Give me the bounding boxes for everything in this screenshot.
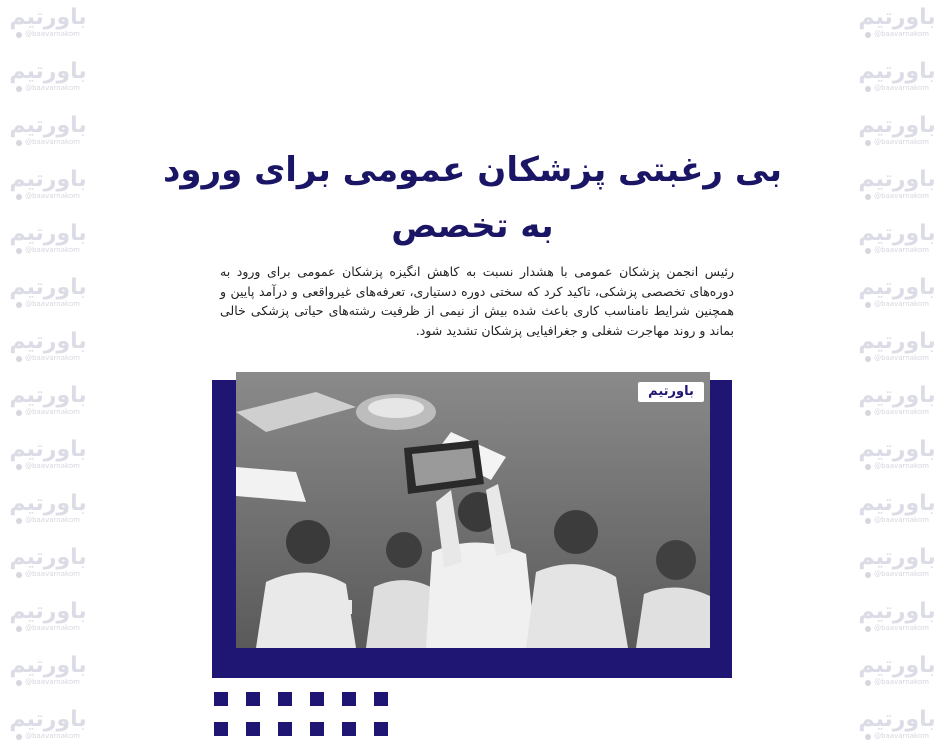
decorative-square (214, 692, 228, 706)
doctors-xray-illustration (236, 372, 710, 648)
watermark-handle (16, 624, 80, 633)
watermark-handle (865, 516, 929, 525)
watermark-logo-text: باورتیم (9, 437, 87, 462)
watermark-handle-text: @baavarnakom (874, 354, 929, 362)
watermark-handle (865, 354, 929, 363)
watermark-handle-text: @baavarnakom (25, 246, 80, 254)
social-icon (16, 410, 22, 416)
watermark-logo-tile (0, 546, 96, 588)
watermark-logo-text: باورتیم (858, 491, 936, 516)
social-icon (16, 248, 22, 254)
watermark-handle (865, 462, 929, 471)
watermark-handle-text: @baavarnakom (874, 678, 929, 686)
watermark-logo-text: باورتیم (858, 707, 936, 732)
decorative-square (374, 722, 388, 736)
watermark-logo-text: باورتیم (9, 167, 87, 192)
social-icon (16, 302, 22, 308)
decorative-square (246, 692, 260, 706)
watermark-logo-tile (849, 492, 945, 534)
decorative-square (374, 692, 388, 706)
watermark-logo-text: باورتیم (858, 545, 936, 570)
decorative-square (214, 722, 228, 736)
watermark-logo-tile (0, 384, 96, 426)
watermark-handle (16, 462, 80, 471)
social-icon (16, 356, 22, 362)
social-icon (16, 626, 22, 632)
decorative-squares (214, 692, 394, 738)
social-icon (16, 680, 22, 686)
watermark-handle-text: @baavarnakom (874, 138, 929, 146)
watermark-handle (865, 300, 929, 309)
watermark-handle-text: @baavarnakom (874, 732, 929, 740)
social-icon (865, 680, 871, 686)
watermark-handle (865, 678, 929, 687)
social-icon (865, 302, 871, 308)
watermark-handle (16, 408, 80, 417)
watermark-handle-text: @baavarnakom (25, 462, 80, 470)
watermark-handle (865, 30, 929, 39)
watermark-handle (16, 138, 80, 147)
watermark-handle-text: @baavarnakom (874, 408, 929, 416)
watermark-handle-text: @baavarnakom (874, 84, 929, 92)
watermark-logo-tile (849, 384, 945, 426)
watermark-logo-text: باورتیم (9, 599, 87, 624)
watermark-handle-text: @baavarnakom (25, 138, 80, 146)
watermark-handle-text: @baavarnakom (25, 192, 80, 200)
photo-watermark-logo: باورتیم (638, 382, 704, 402)
watermark-handle-text: @baavarnakom (25, 30, 80, 38)
watermark-logo-tile (0, 222, 96, 264)
social-icon (16, 464, 22, 470)
social-icon (865, 734, 871, 740)
watermark-logo-text: باورتیم (9, 545, 87, 570)
watermark-logo-tile (849, 114, 945, 156)
watermark-handle (16, 678, 80, 687)
watermark-handle-text: @baavarnakom (25, 408, 80, 416)
watermark-logo-text: باورتیم (858, 437, 936, 462)
watermark-logo-tile (0, 654, 96, 696)
watermark-handle (16, 84, 80, 93)
social-icon (16, 32, 22, 38)
watermark-handle (16, 570, 80, 579)
watermark-handle (16, 300, 80, 309)
watermark-handle (865, 84, 929, 93)
watermark-logo-tile (849, 330, 945, 372)
watermark-handle-text: @baavarnakom (25, 624, 80, 632)
watermark-logo-tile (849, 168, 945, 210)
watermark-logo-text: باورتیم (9, 221, 87, 246)
watermark-logo-tile (849, 654, 945, 696)
decorative-square (342, 692, 356, 706)
social-icon (16, 518, 22, 524)
watermark-handle-text: @baavarnakom (874, 192, 929, 200)
watermark-logo-text: باورتیم (858, 329, 936, 354)
watermark-logo-text: باورتیم (858, 599, 936, 624)
watermark-handle-text: @baavarnakom (874, 30, 929, 38)
watermark-handle-text: @baavarnakom (25, 678, 80, 686)
watermark-logo-text: باورتیم (858, 383, 936, 408)
watermark-logo-text: باورتیم (9, 275, 87, 300)
watermark-handle-text: @baavarnakom (25, 516, 80, 524)
watermark-logo-tile (849, 6, 945, 48)
social-icon (865, 518, 871, 524)
watermark-logo-text: باورتیم (858, 275, 936, 300)
watermark-logo-tile (0, 600, 96, 642)
decorative-square (278, 722, 292, 736)
watermark-logo-tile (0, 276, 96, 318)
watermark-handle-text: @baavarnakom (25, 300, 80, 308)
watermark-column-left (0, 0, 96, 756)
watermark-logo-tile (849, 708, 945, 750)
watermark-column-right (849, 0, 945, 756)
watermark-logo-tile (0, 708, 96, 750)
social-icon (16, 140, 22, 146)
watermark-logo-text: باورتیم (9, 383, 87, 408)
watermark-logo-text: باورتیم (858, 167, 936, 192)
decorative-square (246, 722, 260, 736)
watermark-handle (16, 30, 80, 39)
social-icon (865, 32, 871, 38)
watermark-logo-text: باورتیم (858, 221, 936, 246)
watermark-handle-text: @baavarnakom (874, 300, 929, 308)
watermark-logo-tile (0, 168, 96, 210)
watermark-handle (16, 246, 80, 255)
watermark-handle (16, 516, 80, 525)
watermark-logo-tile (849, 438, 945, 480)
watermark-logo-tile (0, 114, 96, 156)
social-icon (16, 194, 22, 200)
watermark-handle-text: @baavarnakom (874, 516, 929, 524)
watermark-logo-text: باورتیم (858, 59, 936, 84)
decorative-square (278, 692, 292, 706)
watermark-handle-text: @baavarnakom (25, 354, 80, 362)
watermark-logo-tile (0, 60, 96, 102)
watermark-logo-tile (849, 60, 945, 102)
article-photo (236, 372, 710, 648)
watermark-logo-tile (0, 6, 96, 48)
watermark-logo-tile (849, 600, 945, 642)
watermark-handle (865, 192, 929, 201)
watermark-handle (865, 570, 929, 579)
watermark-logo-text: باورتیم (9, 707, 87, 732)
watermark-logo-text: باورتیم (9, 59, 87, 84)
social-icon (16, 86, 22, 92)
social-icon (865, 86, 871, 92)
watermark-handle (865, 732, 929, 741)
watermark-logo-text: باورتیم (9, 5, 87, 30)
watermark-handle-text: @baavarnakom (25, 84, 80, 92)
social-icon (16, 734, 22, 740)
social-icon (16, 572, 22, 578)
watermark-logo-tile (0, 330, 96, 372)
article-body: رئیس انجمن پزشکان عمومی با هشدار نسبت به کاهش انگیزه پزشکان عمومی برای ورود به دوره‌های تخصصی پزشکی، تاکید کرد که سختی دوره دستیاری، تعرفه‌های غیرواقعی و درآمد پایین و همچنین شرایط نامناسب کاری باعث شده بیش از نیمی از ظرفیت رشته‌های حیاتی پزشکی خالی بماند و روند مهاجرت شغلی و جغرافیایی پزشکان تشدید شود. (220, 264, 734, 338)
social-icon (865, 410, 871, 416)
social-icon (865, 626, 871, 632)
watermark-logo-text: باورتیم (9, 491, 87, 516)
watermark-logo-tile (849, 222, 945, 264)
social-icon (865, 248, 871, 254)
watermark-logo-tile (0, 438, 96, 480)
watermark-handle (865, 408, 929, 417)
watermark-handle (865, 138, 929, 147)
watermark-logo-text: باورتیم (858, 5, 936, 30)
social-icon (865, 464, 871, 470)
watermark-logo-tile (849, 276, 945, 318)
watermark-handle (16, 192, 80, 201)
watermark-handle (16, 732, 80, 741)
watermark-handle (865, 624, 929, 633)
watermark-logo-text: باورتیم (858, 653, 936, 678)
watermark-logo-text: باورتیم (9, 113, 87, 138)
decorative-square (310, 722, 324, 736)
watermark-handle (865, 246, 929, 255)
watermark-handle-text: @baavarnakom (25, 732, 80, 740)
social-icon (865, 140, 871, 146)
watermark-handle (16, 354, 80, 363)
decorative-square (310, 692, 324, 706)
watermark-handle-text: @baavarnakom (25, 570, 80, 578)
social-icon (865, 572, 871, 578)
watermark-handle-text: @baavarnakom (874, 570, 929, 578)
watermark-logo-text: باورتیم (9, 329, 87, 354)
watermark-logo-text: باورتیم (9, 653, 87, 678)
watermark-handle-text: @baavarnakom (874, 462, 929, 470)
watermark-logo-text: باورتیم (858, 113, 936, 138)
decorative-square (342, 722, 356, 736)
watermark-handle-text: @baavarnakom (874, 246, 929, 254)
headline: بی رغبتی پزشکان عمومی برای ورود به تخصص (162, 150, 783, 246)
social-icon (865, 194, 871, 200)
watermark-handle-text: @baavarnakom (874, 624, 929, 632)
watermark-logo-tile (849, 546, 945, 588)
social-icon (865, 356, 871, 362)
watermark-logo-tile (0, 492, 96, 534)
